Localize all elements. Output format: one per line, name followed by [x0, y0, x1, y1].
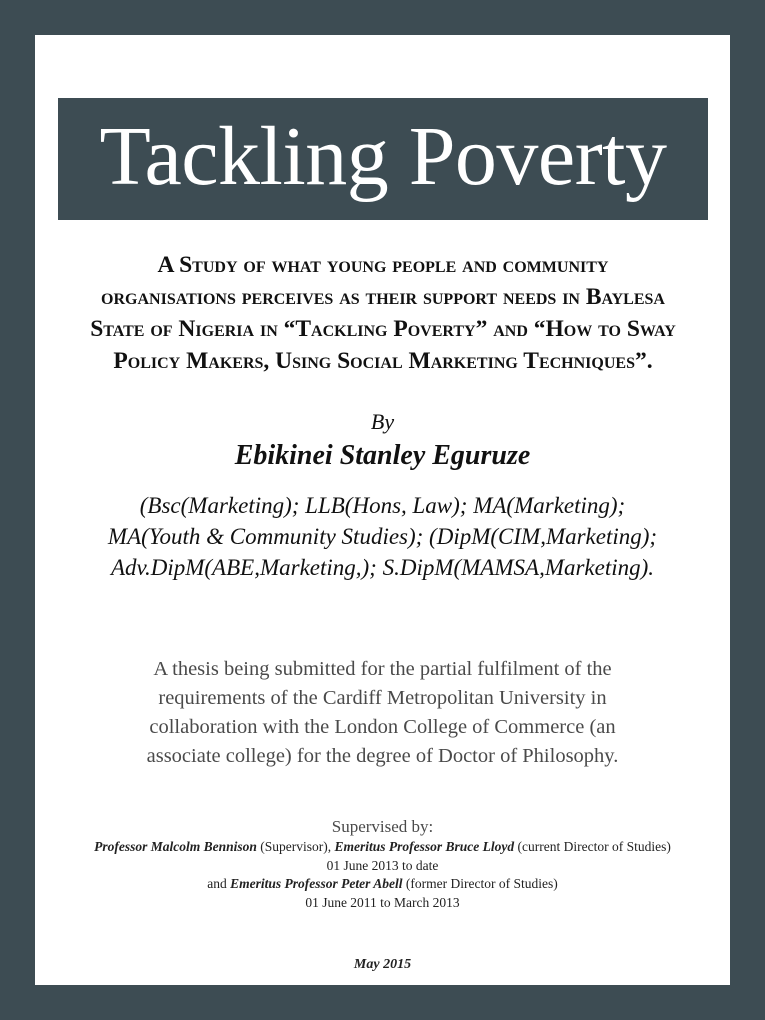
subtitle-line: State of Nigeria in “Tackling Poverty” and “How to Sway	[90, 316, 676, 342]
supervisor-period: 01 June 2013 to date	[326, 857, 439, 873]
qualification-line: (Bsc(Marketing); LLB(Hons, Law); MA(Marketing);	[139, 493, 626, 518]
qualifications	[35, 490, 730, 583]
thesis-line: requirements of the Cardiff Metropolitan University in	[158, 687, 607, 709]
supervisor-role: (former Director of Studies)	[402, 876, 558, 891]
supervisor-name: Professor Malcolm Bennison	[94, 839, 257, 854]
publication-date: May 2015	[353, 957, 412, 972]
subtitle	[58, 249, 708, 377]
supervisors	[35, 838, 730, 912]
thesis-line: associate college) for the degree of Doctor of Philosophy.	[146, 745, 619, 767]
thesis-line: collaboration with the London College of Commerce (an	[149, 716, 616, 738]
by-label: By	[370, 409, 395, 434]
supervisor-role: (current Director of Studies)	[514, 839, 671, 854]
thesis-statement	[35, 655, 730, 771]
thesis-line: A thesis being submitted for the partial fulfilment of the	[153, 658, 612, 680]
supervisor-name: Emeritus Professor Bruce Lloyd	[334, 839, 515, 854]
title-band	[58, 98, 708, 220]
book-title: Tackling Poverty	[99, 110, 667, 203]
supervisor-line-3	[35, 875, 730, 894]
subtitle-line: organisations perceives as their support needs in Baylesa	[101, 284, 665, 310]
subtitle-line: Policy Makers, Using Social Marketing Techniques”.	[113, 348, 653, 374]
supervisor-period: 01 June 2011 to March 2013	[305, 894, 460, 910]
subtitle-line: A Study of what young people and community	[157, 252, 609, 278]
cover-page	[35, 35, 730, 985]
supervisor-name: Emeritus Professor Peter Abell	[230, 876, 403, 891]
supervisor-prefix: and	[207, 876, 231, 891]
supervisor-line-1	[35, 838, 730, 857]
qualification-line: Adv.DipM(ABE,Marketing,); S.DipM(MAMSA,Marketing).	[110, 555, 655, 580]
supervisor-role: (Supervisor),	[256, 839, 335, 854]
qualification-line: MA(Youth & Community Studies); (DipM(CIM,Marketing);	[107, 524, 658, 549]
author-name: Ebikinei Stanley Eguruze	[234, 440, 531, 471]
supervised-heading: Supervised by:	[331, 817, 434, 836]
